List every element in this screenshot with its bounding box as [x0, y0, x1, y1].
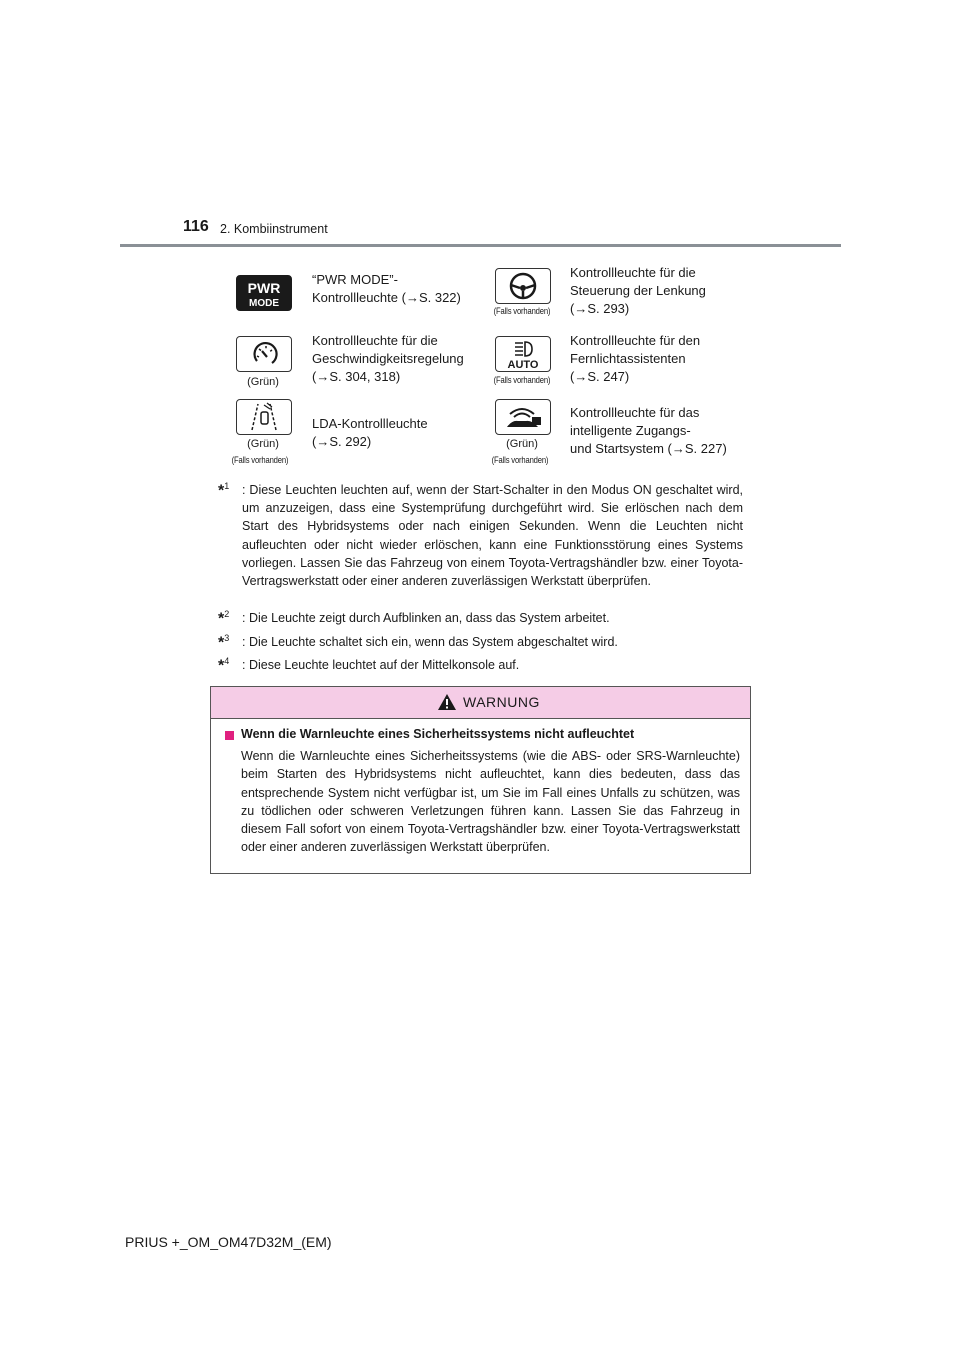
speedometer-caption: (Grün) [247, 376, 279, 388]
pwr-mode-description: “PWR MODE”- Kontrollleuchte (→S. 322) [312, 272, 461, 305]
svg-text:PWR: PWR [247, 280, 281, 296]
steering-caption: (Falls vorhanden) [493, 306, 551, 316]
pwr-mode-icon [236, 275, 292, 311]
lda-icon [236, 399, 292, 435]
warning-subtitle: Wenn die Warnleuchte eines Sicherheitssystems nicht aufleuchtet [241, 727, 635, 741]
steering-wheel-icon [495, 268, 551, 304]
warning-body: Wenn die Warnleuchte eines Sicherheitssystems (wie die ABS- oder SRS-Warnleuchte) beim Starten des Hybridsystems nicht aufleuchtet, kann dies bedeuten, dass das entsprechende System nicht verfügbar ist, um Sie im Fall eines Unfalls zu schützen, was zu tödlichen oder schweren Verletzungen führen kann. Lassen Sie das Fahrzeug in diesem Fall sofort von einem Toyota-Vertragshändler bzw. einer Toyota-Vertragswerkstatt oder einer anderen zuverlässigen Werkstatt überprüfen. [241, 749, 740, 855]
auto-high-beam-caption: (Falls vorhanden) [493, 375, 551, 385]
warning-box [210, 686, 751, 874]
smart-key-description: Kontrollleuchte für das intelligente Zugangs- und Startsystem (→S. 227) [570, 405, 727, 456]
footnote-3: *$^3$ : Die Leuchte schaltet sich ein, wenn das System abgeschaltet wird. [218, 633, 618, 652]
footnote-2: *$^2$ : Die Leuchte zeigt durch Aufblinken an, dass das System arbeitet. [218, 609, 610, 628]
speedometer-description: Kontrollleuchte für die Geschwindigkeitsregelung (→S. 304, 318) [312, 333, 464, 384]
smart-key-caption: (Grün) [506, 438, 538, 450]
lda-description: LDA-Kontrollleuchte (→S. 292) [312, 416, 428, 449]
footnote-4: *$^4$ : Diese Leuchte leuchtet auf der Mittelkonsole auf. [218, 656, 520, 675]
warning-title: WARNUNG [463, 694, 540, 710]
warning-triangle-icon [437, 693, 457, 711]
footnote-1: *$^1$ : Diese Leuchten leuchten auf, wenn der Start-Schalter in den Modus ON geschaltet wird, um anzuzeigen, dass eine Systemprüfung durchgeführt wird. Sie erlöschen nach dem Start des Hybridsystems oder nach einigen Sekunden. Wenn die Leuchten nicht aufleuchten oder nicht wieder erlöschen, kann eine Funktionsstörung eines Systems vorliegen. Lassen Sie das Fahrzeug von einem Toyota-Vertragshändler bzw. einer Toyota-Vertragswerkstatt oder einer anderen zuverlässigen Werkstatt überprüfen. [218, 481, 743, 589]
auto-high-beam-icon [495, 336, 551, 372]
smart-key-icon [495, 399, 551, 435]
footer-code: PRIUS +_OM_OM47D32M_(EM) [125, 1234, 332, 1250]
lda-caption-availability: (Falls vorhanden) [231, 455, 289, 465]
warning-bullet-icon [225, 731, 234, 740]
page-number: 116 [183, 218, 209, 235]
svg-text:AUTO: AUTO [507, 359, 539, 371]
warning-header [211, 687, 750, 719]
smart-key-caption-availability: (Falls vorhanden) [491, 455, 549, 465]
speedometer-icon [236, 336, 292, 372]
lda-caption: (Grün) [247, 438, 279, 450]
svg-text:MODE: MODE [249, 298, 279, 309]
header-divider [120, 244, 841, 247]
steering-description: Kontrollleuchte für die Steuerung der Lenkung (→S. 293) [570, 265, 706, 316]
section-title: 2. Kombiinstrument [220, 222, 328, 236]
auto-high-beam-description: Kontrollleuchte für den Fernlichtassistenten (→S. 247) [570, 333, 701, 384]
